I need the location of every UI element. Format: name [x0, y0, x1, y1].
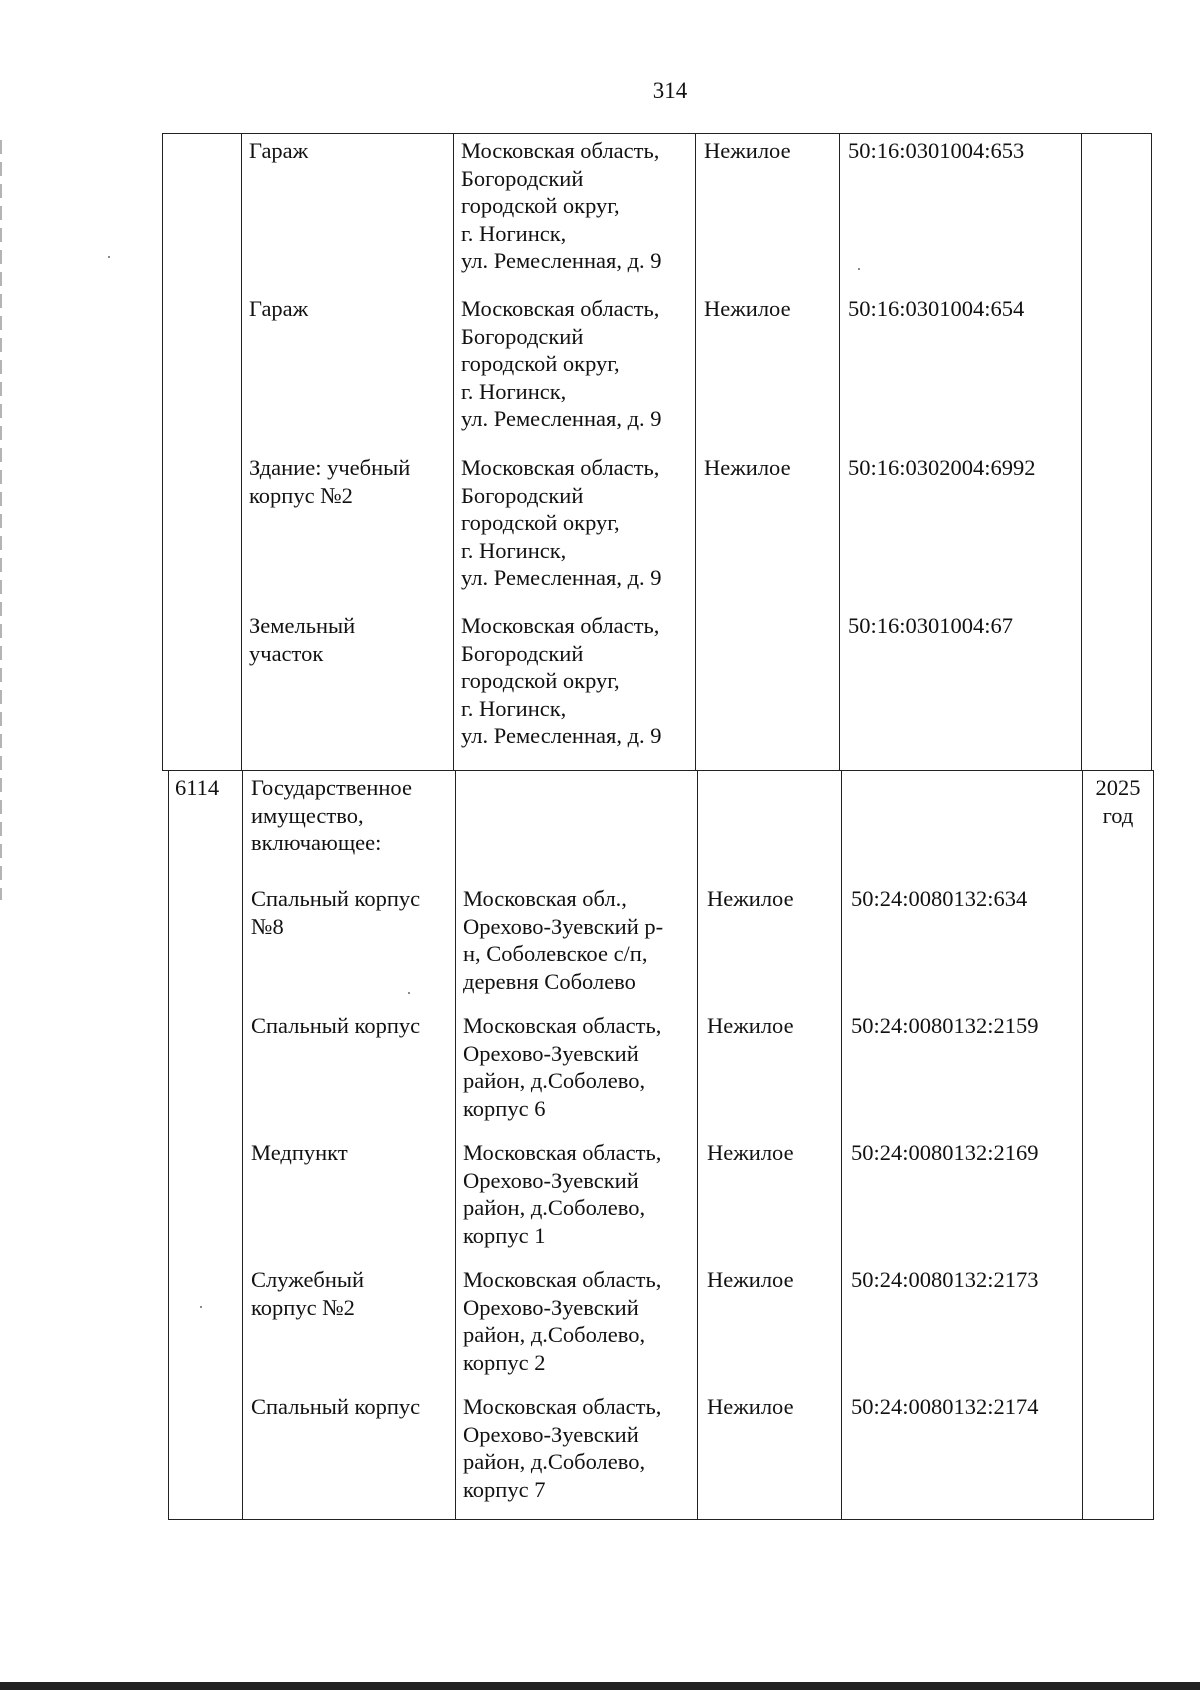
object-address: Московская область, Орехово-Зуевский район, д.Соболево, корпус 7: [463, 1394, 662, 1502]
scan-edge-artifact: [0, 140, 2, 900]
object-address: Московская область, Богородский городской округ, г. Ногинск, ул. Ремесленная, д. 9: [461, 138, 662, 273]
column-divider: [839, 134, 840, 770]
object-name: Спальный корпус №8: [251, 886, 421, 939]
column-divider: [1081, 134, 1082, 770]
column-divider: [242, 771, 243, 1519]
object-name: Медпункт: [251, 1140, 348, 1165]
property-table-continuation: [162, 133, 1152, 771]
cadastral-number: 50:16:0301004:654: [848, 296, 1025, 321]
cadastral-number: 50:24:0080132:2174: [851, 1394, 1039, 1419]
column-divider: [1082, 771, 1083, 1519]
object-address: Московская область, Орехово-Зуевский район, д.Соболево, корпус 2: [463, 1267, 662, 1375]
column-divider: [695, 134, 696, 770]
object-name: Спальный корпус: [251, 1013, 421, 1038]
object-type: Нежилое: [704, 138, 791, 163]
column-divider: [455, 771, 456, 1519]
property-table-entry-6114: [168, 770, 1154, 1520]
page-number: 314: [652, 78, 688, 103]
column-divider: [841, 771, 842, 1519]
cadastral-number: 50:16:0301004:67: [848, 613, 1014, 638]
object-address: Московская область, Богородский городской округ, г. Ногинск, ул. Ремесленная, д. 9: [461, 455, 662, 590]
object-address: Московская область, Орехово-Зуевский район, д.Соболево, корпус 1: [463, 1140, 662, 1248]
column-divider: [697, 771, 698, 1519]
object-type: Нежилое: [707, 886, 794, 911]
object-type: Нежилое: [707, 1394, 794, 1419]
object-type: Нежилое: [707, 1140, 794, 1165]
object-address: Московская область, Богородский городской округ, г. Ногинск, ул. Ремесленная, д. 9: [461, 613, 662, 748]
object-name: Гараж: [249, 138, 309, 163]
cadastral-number: 50:24:0080132:2173: [851, 1267, 1039, 1292]
object-name: Земельный участок: [249, 613, 356, 666]
object-address: Московская обл., Орехово-Зуевский р- н, Соболевское с/п, деревня Соболево: [463, 886, 664, 994]
object-type: Нежилое: [707, 1013, 794, 1038]
object-name: Служебный корпус №2: [251, 1267, 365, 1320]
object-name: Гараж: [249, 296, 309, 321]
cadastral-number: 50:24:0080132:634: [851, 886, 1028, 911]
entry-title: Государственное имущество, включающее:: [251, 775, 412, 855]
object-type: Нежилое: [704, 296, 791, 321]
object-type: Нежилое: [707, 1267, 794, 1292]
object-type: Нежилое: [704, 455, 791, 480]
cadastral-number: 50:24:0080132:2159: [851, 1013, 1039, 1038]
scan-bottom-bar: [0, 1682, 1200, 1690]
entry-year: 2025 год: [1095, 775, 1141, 828]
column-divider: [453, 134, 454, 770]
object-address: Московская область, Богородский городской округ, г. Ногинск, ул. Ремесленная, д. 9: [461, 296, 662, 431]
column-divider: [241, 134, 242, 770]
object-name: Здание: учебный корпус №2: [249, 455, 411, 508]
cadastral-number: 50:24:0080132:2169: [851, 1140, 1039, 1165]
object-name: Спальный корпус: [251, 1394, 421, 1419]
entry-number: 6114: [175, 775, 220, 800]
cadastral-number: 50:16:0301004:653: [848, 138, 1025, 163]
object-address: Московская область, Орехово-Зуевский район, д.Соболево, корпус 6: [463, 1013, 662, 1121]
cadastral-number: 50:16:0302004:6992: [848, 455, 1036, 480]
scan-speck: [108, 256, 110, 258]
